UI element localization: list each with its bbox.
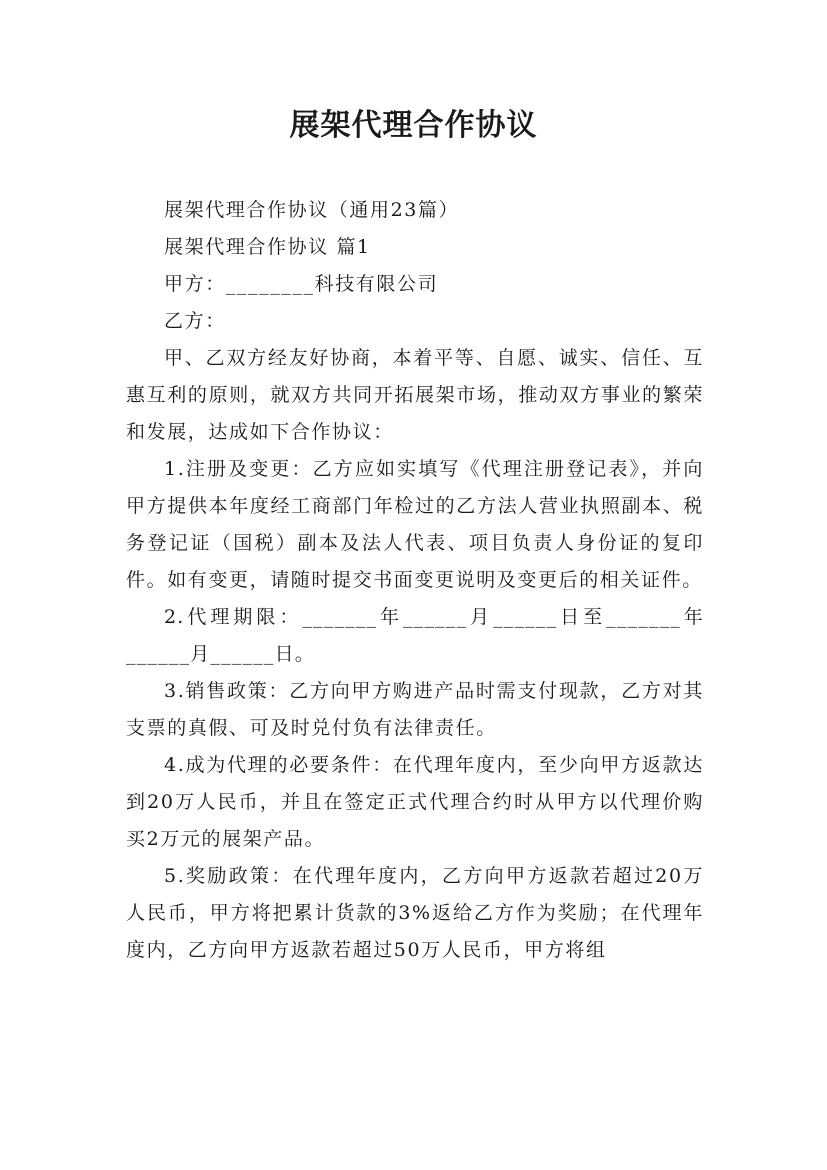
paragraph-clause-1: 1.注册及变更：乙方应如实填写《代理注册登记表》，并向甲方提供本年度经工商部门年检过的乙方法人营业执照副本、税务登记证（国税）副本及法人代表、项目负责人身份证的复印件。如有变更，请随时提交书面变更说明及变更后的相关证件。 xyxy=(126,458,704,591)
paragraph-clause-4: 4.成为代理的必要条件：在代理年度内，至少向甲方返款达到20万人民币，并且在签定正式代理合约时从甲方以代理价购买2万元的展架产品。 xyxy=(126,754,704,850)
document-title: 展架代理合作协议 xyxy=(289,108,538,143)
paragraph-party-b: 乙方： xyxy=(164,310,226,332)
document-body xyxy=(126,192,704,969)
paragraph-preamble: 甲、乙双方经友好协商，本着平等、自愿、诚实、信任、互惠互利的原则，就双方共同开拓展架市场，推动双方事业的繁荣和发展，达成如下合作协议： xyxy=(126,347,704,443)
paragraph-party-a: 甲方：________科技有限公司 xyxy=(164,273,439,295)
paragraph-collection-title: 展架代理合作协议（通用23篇） xyxy=(164,199,460,221)
paragraph-clause-3: 3.销售政策：乙方向甲方购进产品时需支付现款，乙方对其支票的真假、可及时兑付负有法律责任。 xyxy=(126,680,704,739)
paragraph-clause-2: 2.代理期限：_______年______月______日至_______年______月______日。 xyxy=(126,606,704,665)
paragraph-clause-5: 5.奖励政策：在代理年度内，乙方向甲方返款若超过20万人民币，甲方将把累计货款的3%返给乙方作为奖励；在代理年度内，乙方向甲方返款若超过50万人民币，甲方将组 xyxy=(126,865,704,961)
paragraph-article-heading: 展架代理合作协议 篇1 xyxy=(164,236,371,258)
